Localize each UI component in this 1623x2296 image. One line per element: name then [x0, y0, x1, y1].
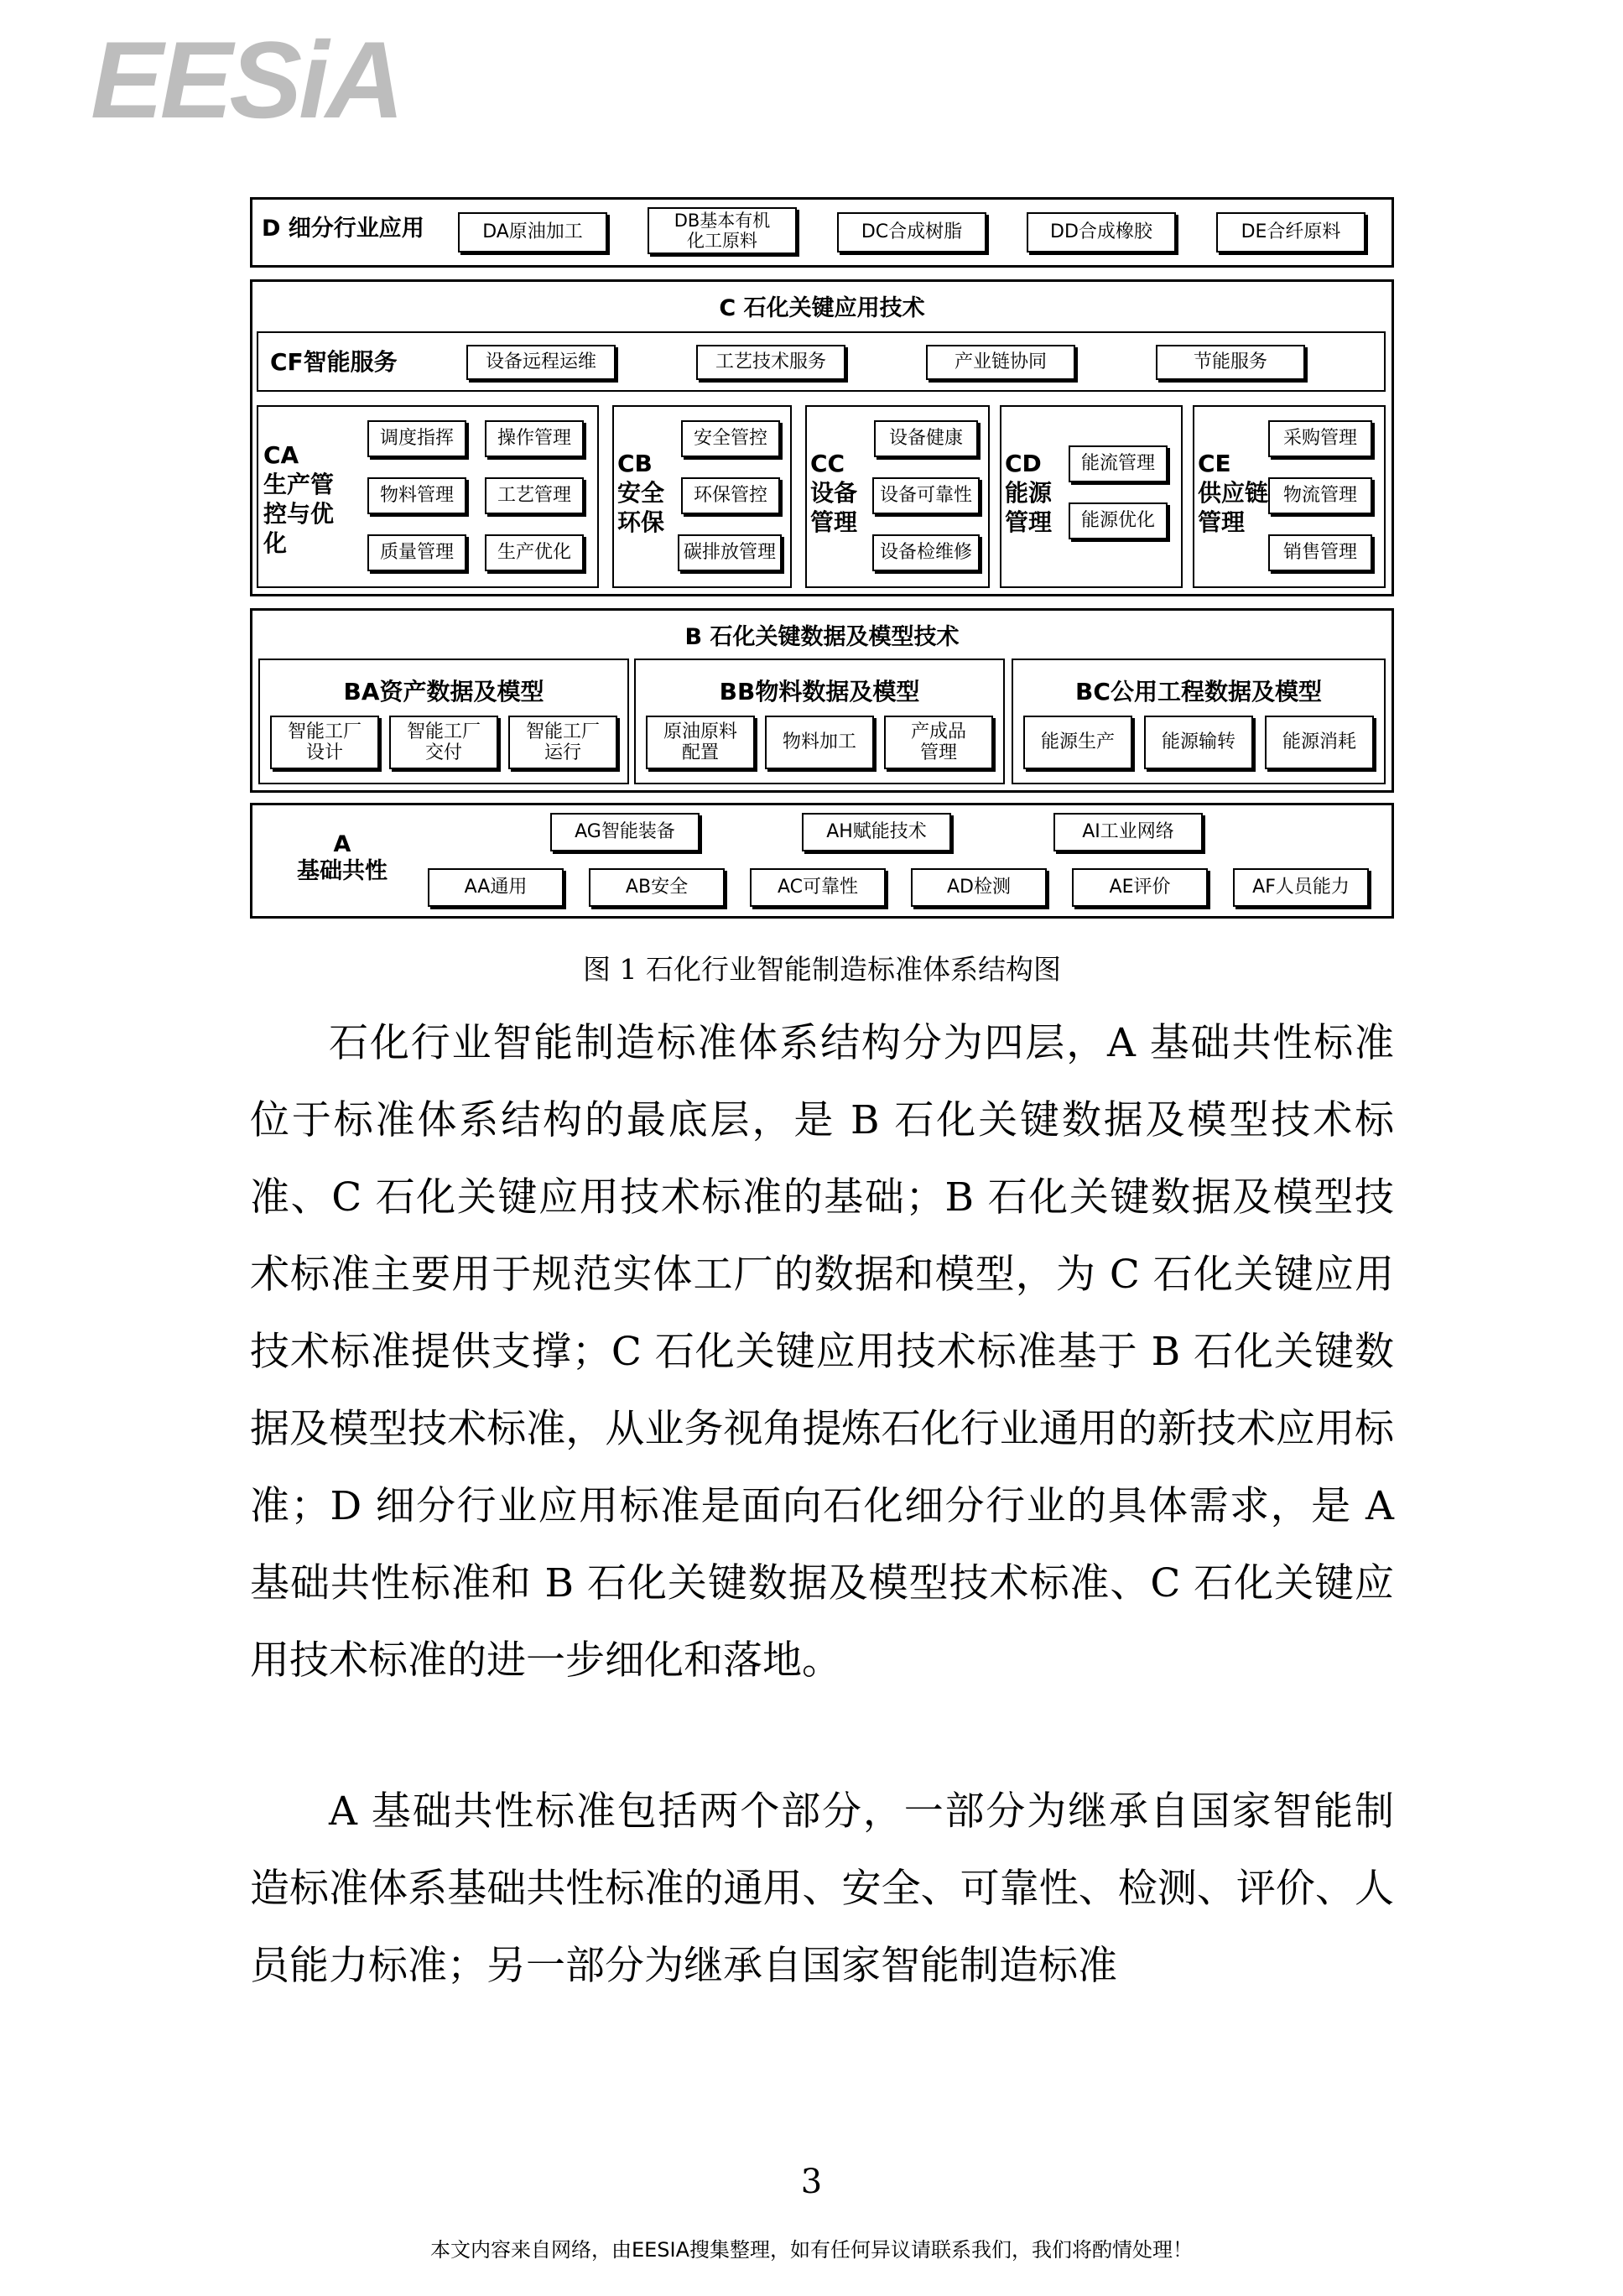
bb-item: 原油原料 配置 [646, 716, 755, 769]
cf-item: 产业链协同 [926, 345, 1075, 380]
layer-b-title: B 石化关键数据及模型技术 [684, 624, 960, 650]
layer-d-label: D 细分行业应用 [262, 216, 424, 242]
body-paragraph: 石化行业智能制造标准体系结构分为四层，A 基础共性标准位于标准体系结构的最底层，是 B 石化关键数据及模型技术标准、C 石化关键应用技术标准的基础；B 石化关键数据及模型技术标准主要用于规范实体工厂的数据和模型，为 C 石化关键应用技术标准提供支撑；C 石化关键应用技术标准基于 B 石化关键数据及模型技术标准，从业务视角提炼石化行业通用的新技术应用标准；D 细分行业应用标准是面向石化细分行业的具体需求，是 A 基础共性标准和 B 石化关键数据及模型技术标准、C 石化关键应用技术标准的进一步细化和落地。 [250, 1020, 1394, 1684]
a-bottom-item: AC可靠性 [750, 868, 886, 907]
ba-item: 智能工厂 交付 [389, 716, 498, 769]
ca-label: CA 生产管 控与优 化 [263, 441, 335, 557]
ca-item: 操作管理 [485, 420, 584, 457]
d-item: DE合纤原料 [1216, 212, 1366, 253]
cd-item: 能流管理 [1069, 445, 1168, 482]
ca-item: 工艺管理 [485, 477, 584, 514]
body-paragraph: A 基础共性标准包括两个部分，一部分为继承自国家智能制造标准体系基础共性标准的通用、安全、可靠性、检测、评价、人员能力标准；另一部分为继承自国家智能制造标准 [250, 1788, 1394, 1989]
cd-label: CD 能源 管理 [1005, 450, 1053, 536]
bc-item: 能源消耗 [1265, 716, 1374, 769]
a-top-item: AH赋能技术 [802, 813, 951, 851]
bc-label: BC公用工程数据及模型 [1075, 678, 1322, 705]
cf-item: 设备远程运维 [466, 345, 616, 380]
cb-label: CB 安全 环保 [617, 450, 665, 536]
a-bottom-item: AD检测 [911, 868, 1047, 907]
bc-item: 能源输转 [1144, 716, 1253, 769]
ce-item: 采购管理 [1268, 420, 1372, 457]
figure-caption: 图 1 石化行业智能制造标准体系结构图 [583, 953, 1061, 986]
a-top-item: AG智能装备 [550, 813, 700, 851]
cc-label: CC 设备 管理 [810, 450, 858, 536]
standards-structure-diagram [250, 197, 1394, 919]
cb-item: 环保管控 [681, 477, 780, 514]
d-item: DA原油加工 [458, 212, 607, 253]
d-item: DB基本有机 化工原料 [648, 207, 797, 254]
bb-item: 产成品 管理 [884, 716, 993, 769]
a-bottom-item: AA通用 [428, 868, 564, 907]
cf-item: 工艺技术服务 [696, 345, 845, 380]
d-item: DD合成橡胶 [1027, 212, 1176, 253]
a-bottom-item: AE评价 [1072, 868, 1208, 907]
cc-item: 设备检维修 [872, 534, 980, 571]
bc-item: 能源生产 [1023, 716, 1132, 769]
ca-item: 生产优化 [485, 534, 584, 571]
d-item: DC合成树脂 [837, 212, 986, 253]
ba-item: 智能工厂 运行 [508, 716, 617, 769]
layer-a-label: A 基础共性 [297, 831, 388, 885]
ce-item: 物流管理 [1268, 477, 1372, 514]
ce-label: CE 供应链 管理 [1198, 450, 1269, 536]
ca-item: 调度指挥 [367, 420, 466, 457]
cb-item: 安全管控 [681, 420, 780, 457]
layer-c-title: C 石化关键应用技术 [719, 295, 925, 321]
ce-item: 销售管理 [1268, 534, 1372, 571]
page-number: 3 [800, 2163, 823, 2201]
cf-item: 节能服务 [1156, 345, 1305, 380]
bb-label: BB物料数据及模型 [719, 678, 920, 705]
ba-label: BA资产数据及模型 [343, 678, 544, 705]
a-bottom-item: AF人员能力 [1233, 868, 1369, 907]
cc-item: 设备健康 [874, 420, 978, 457]
ba-item: 智能工厂 设计 [270, 716, 379, 769]
a-top-item: AI工业网络 [1053, 813, 1203, 851]
cb-item: 碳排放管理 [678, 534, 782, 571]
eesia-logo: EESiA [91, 18, 402, 141]
bb-item: 物料加工 [765, 716, 874, 769]
ca-item: 质量管理 [367, 534, 466, 571]
cc-item: 设备可靠性 [872, 477, 980, 514]
cd-item: 能源优化 [1069, 502, 1168, 539]
cf-label: CF智能服务 [270, 348, 398, 376]
a-bottom-item: AB安全 [589, 868, 725, 907]
footer-notice: 本文内容来自网络，由EESIA搜集整理，如有任何异议请联系我们，我们将酌情处理！ [429, 2238, 1194, 2262]
ca-item: 物料管理 [367, 477, 466, 514]
